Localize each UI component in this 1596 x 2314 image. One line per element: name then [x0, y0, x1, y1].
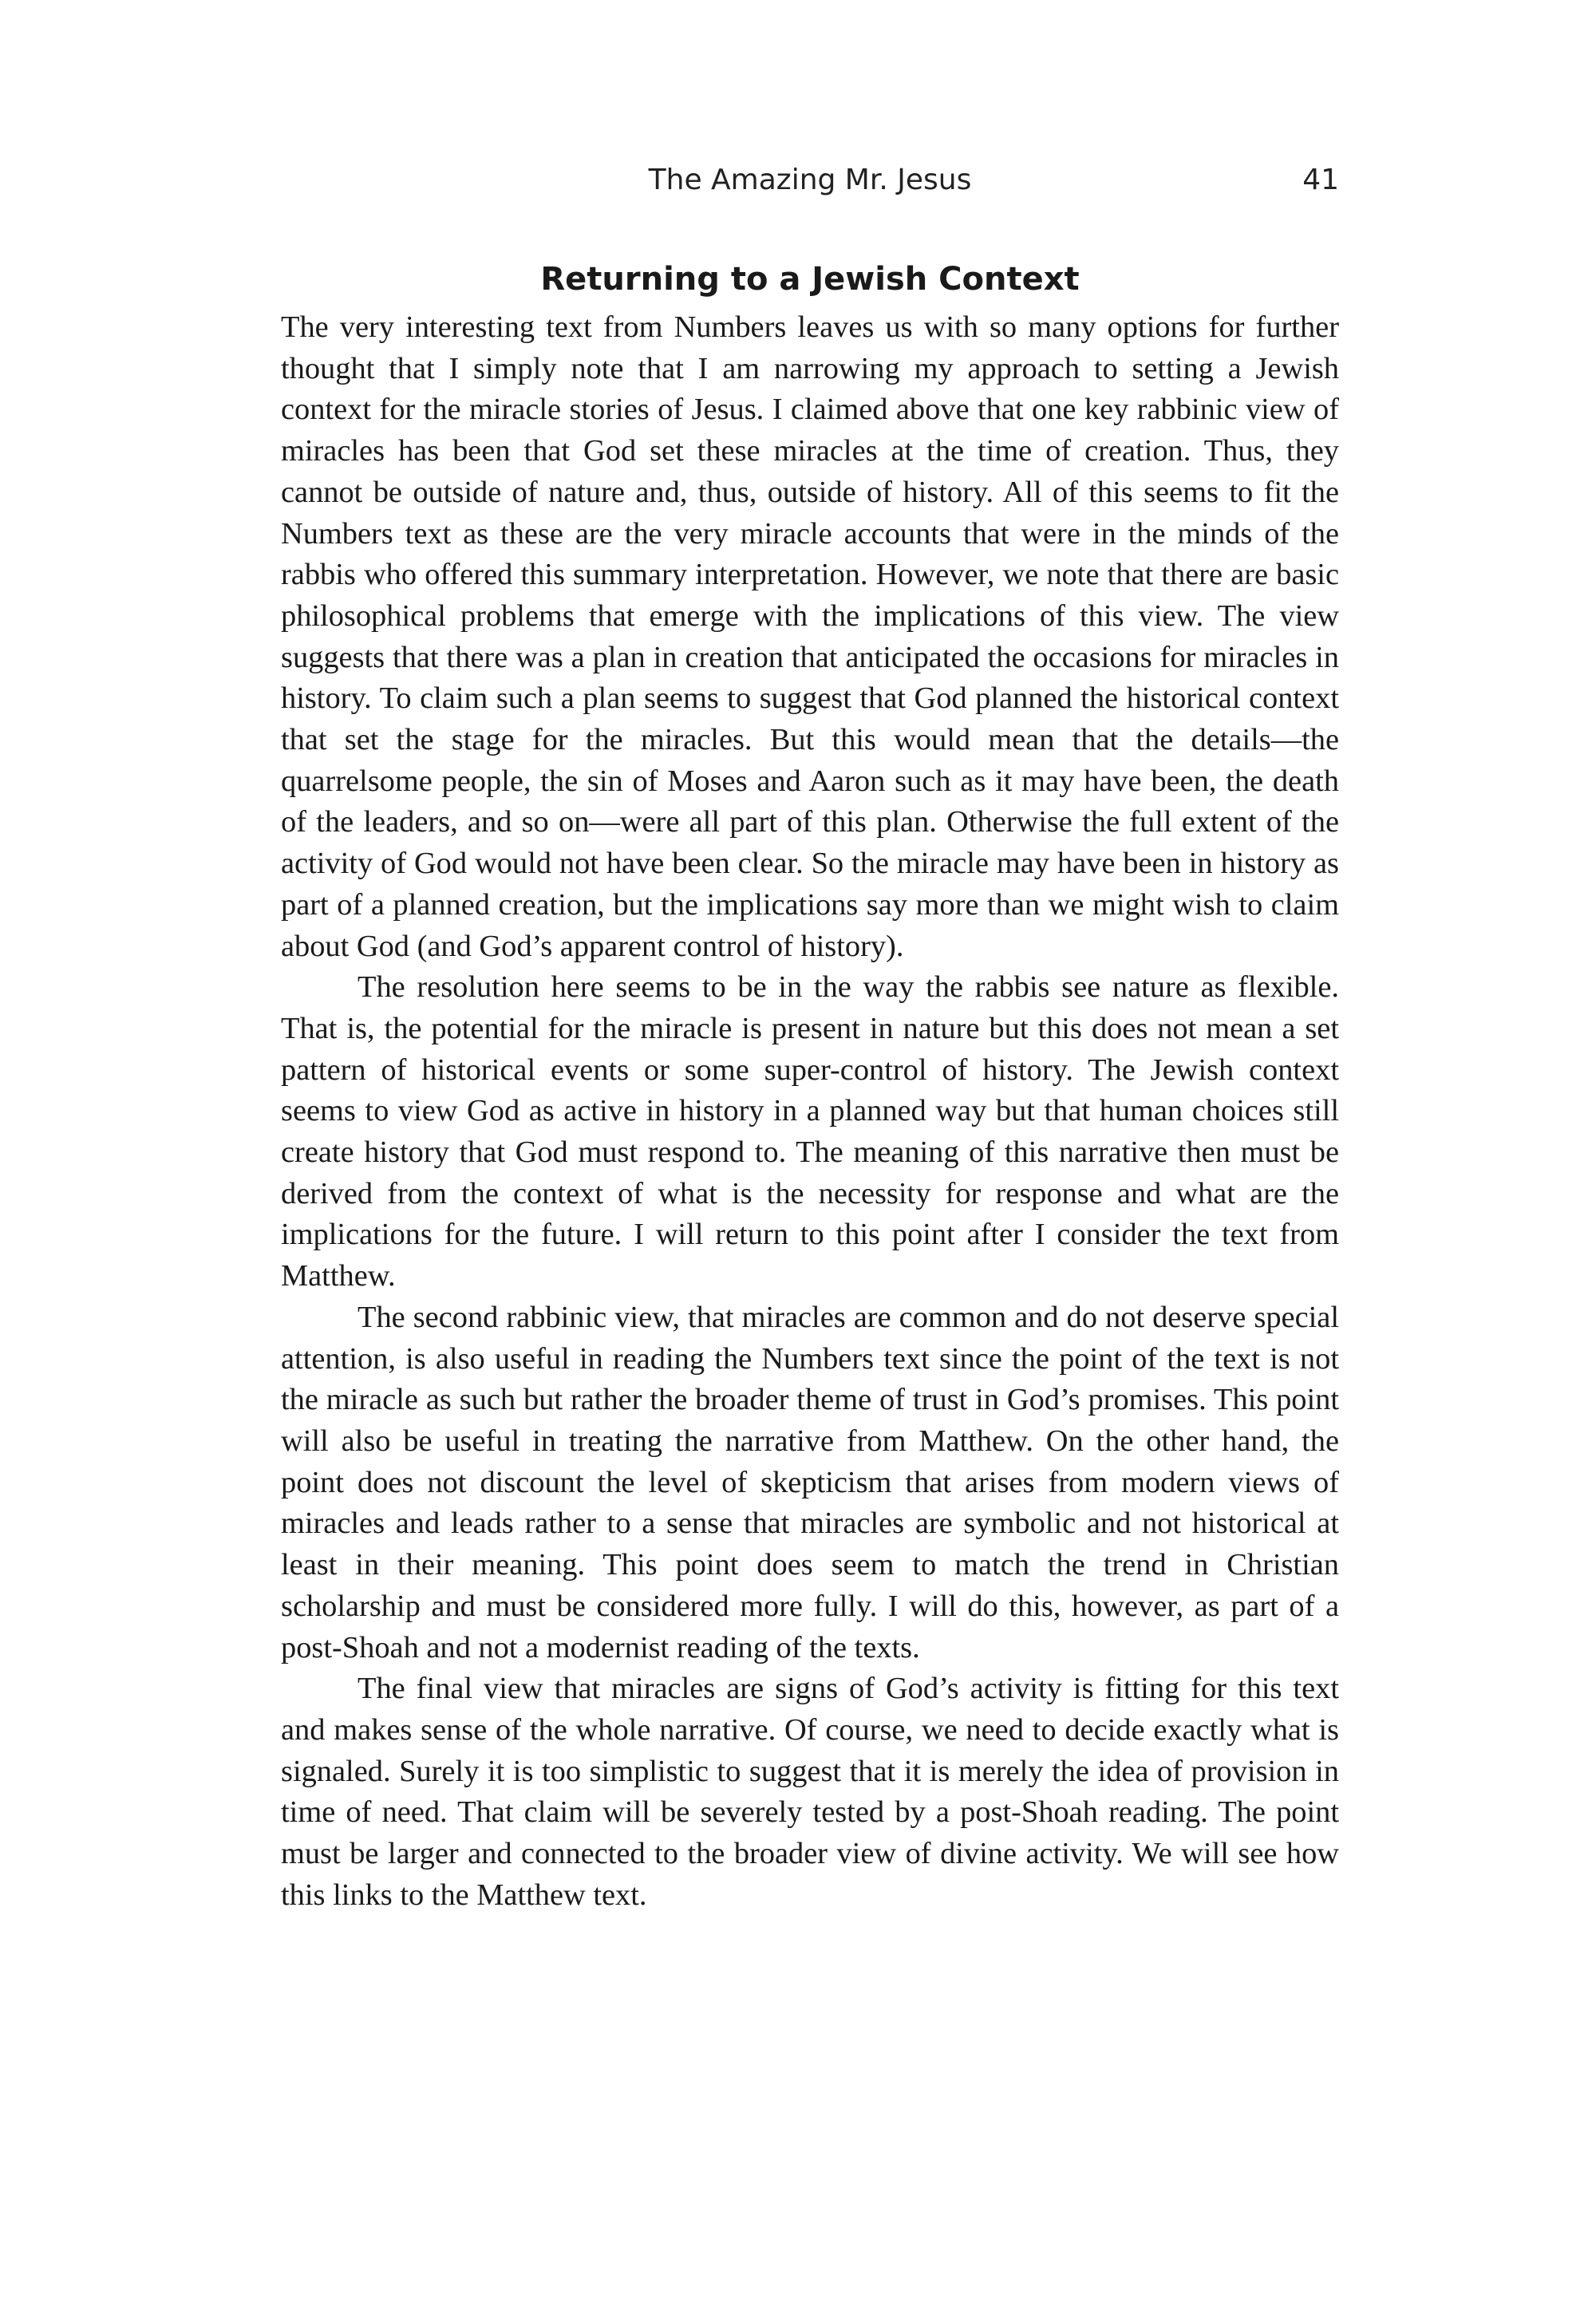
running-header	[281, 164, 1339, 211]
paragraph-3: The second rabbinic view, that miracles are common and do not deserve special attention, is also useful in reading the Numbers text since the point of the text is not the miracle as such but rather the broader theme of trust in God’s promises. This point will also be useful in treating the narrative from Matthew. On the other hand, the point does not discount the level of skepticism that arises from modern views of miracles and leads rather to a sense that miracles are symbolic and not historical at least in their meaning. This point does seem to match the trend in Christian scholarship and must be considered more fully. I will do this, however, as part of a post-Shoah and not a modernist reading of the texts.	[281, 1300, 1339, 1664]
book-page	[281, 164, 1339, 1916]
paragraph-1: The very interesting text from Numbers leaves us with so many options for further thought that I simply note that I am narrowing my approach to setting a Jewish context for the miracle stories of Jesus. I claimed above that one key rabbinic view of miracles has been that God set these miracles at the time of creation. Thus, they cannot be outside of nature and, thus, outside of history. All of this seems to fit the Numbers text as these are the very miracle accounts that were in the minds of the rabbis who offered this summary interpretation. However, we note that there are basic philosophical problems that emerge with the implications of this view. The view suggests that there was a plan in creation that anticipated the occasions for miracles in history. To claim such a plan seems to suggest that God planned the historical context that set the stage for the miracles. But this would mean that the details—the quarrelsome people, the sin of Moses and Aaron such as it may have been, the death of the leaders, and so on—were all part of this plan. Otherwise the full extent of the activity of God would not have been clear. So the miracle may have been in history as part of a planned creation, but the implications say more than we might wish to claim about God (and God’s apparent control of history).	[281, 310, 1339, 963]
paragraph-4: The final view that miracles are signs of God’s activity is fitting for this text and makes sense of the whole narrative. Of course, we need to decide exactly what is signaled. Surely it is too simplistic to suggest that it is merely the idea of provision in time of need. That claim will be severely tested by a post-Shoah reading. The point must be larger and connected to the broader view of divine activity. We will see how this links to the Matthew text.	[281, 1672, 1339, 1912]
running-title: The Amazing Mr. Jesus	[648, 164, 972, 196]
page-number: 41	[1302, 164, 1339, 196]
section-heading: Returning to a Jewish Context	[540, 261, 1080, 298]
body-text	[281, 307, 1339, 1916]
paragraph-2: The resolution here seems to be in the way the rabbis see nature as flexible. That is, the potential for the miracle is present in nature but this does not mean a set pattern of historical events or some super-control of history. The Jewish context seems to view God as active in history in a planned way but that human choices still create history that God must respond to. The meaning of this narrative then must be derived from the context of what is the necessity for response and what are the implications for the future. I will return to this point after I consider the text from Matthew.	[281, 970, 1339, 1293]
